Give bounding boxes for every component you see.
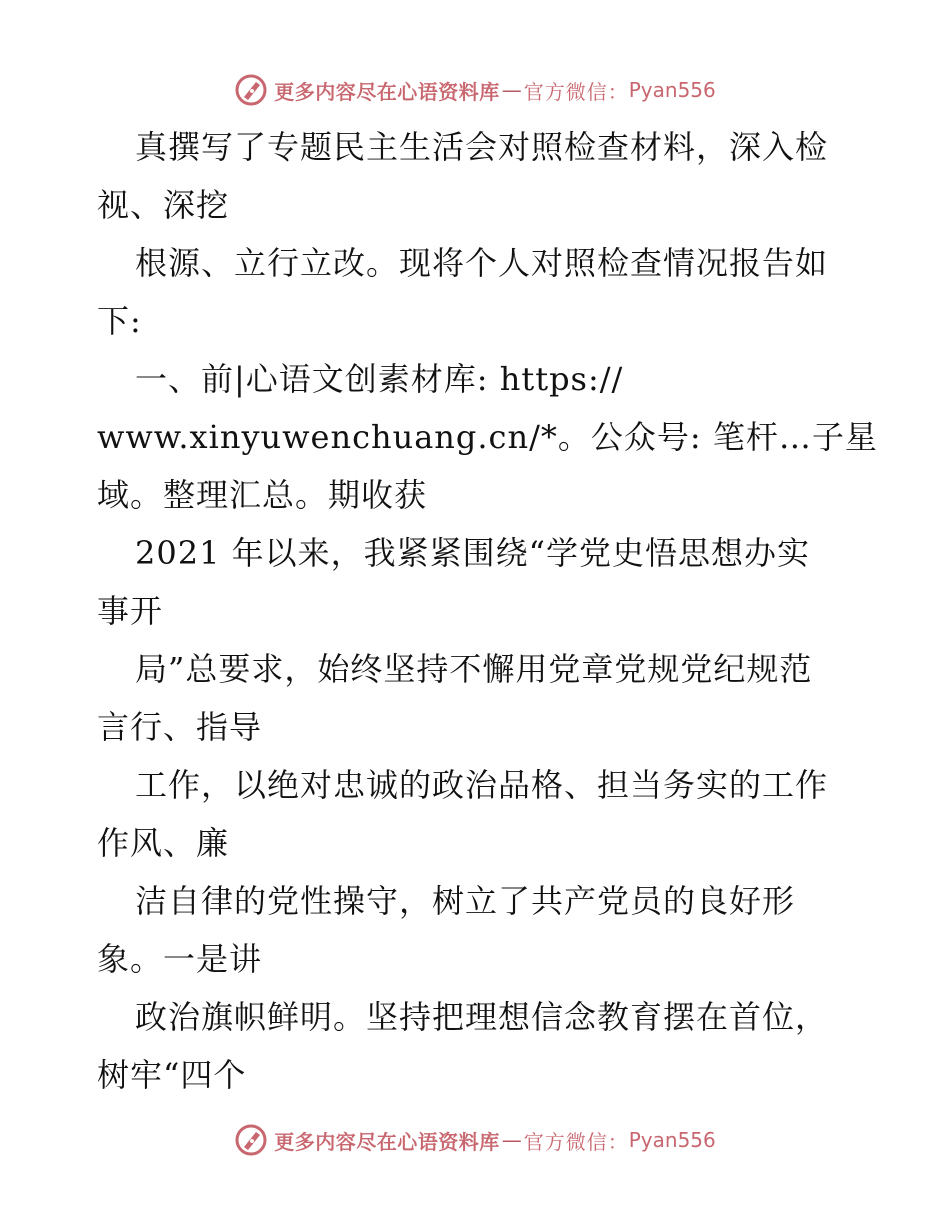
text-line: 事开: [97, 592, 164, 630]
watermark-account-id: Pyan556: [628, 78, 716, 102]
watermark-separator: —: [501, 78, 522, 102]
text-line: 根源、立行立改。现将个人对照检查情况报告如: [135, 244, 829, 282]
pen-nib-logo-icon: [234, 73, 268, 107]
text-line: 视、深挖: [97, 186, 230, 224]
text-line: 局”总要求，始终坚持不懈用党章党规党纪规范: [135, 650, 813, 688]
text-line: 洁自律的党性操守，树立了共产党员的良好形: [135, 882, 796, 920]
text-line: www.xinyuwenchuang.cn/*。公众号: 笔杆…子星: [97, 418, 878, 456]
text-line: 下:: [97, 302, 142, 340]
header-watermark: [0, 70, 950, 110]
pen-nib-logo-icon: [234, 1123, 268, 1157]
watermark-account-label: 官方微信：: [523, 79, 629, 104]
text-line: 政治旗帜鲜明。坚持把理想信念教育摆在首位，: [135, 998, 829, 1036]
text-line: 象。一是讲: [97, 940, 263, 978]
footer-watermark: [0, 1120, 950, 1160]
watermark-separator: —: [501, 1128, 522, 1152]
text-line: 言行、指导: [97, 708, 263, 746]
watermark-main-text: 更多内容尽在心语资料库: [274, 79, 500, 104]
text-line: 作风、廉: [97, 824, 230, 862]
text-line: 树牢“四个: [97, 1056, 247, 1094]
document-body: [97, 118, 878, 1104]
watermark-account-id: Pyan556: [628, 1128, 716, 1152]
watermark-main-text: 更多内容尽在心语资料库: [274, 1129, 500, 1154]
text-line: 真撰写了专题民主生活会对照检查材料，深入检: [135, 128, 829, 166]
watermark-account-label: 官方微信：: [523, 1129, 629, 1154]
text-line: 一、前|心语文创素材库: https://: [135, 360, 624, 398]
text-line: 2021 年以来，我紧紧围绕“学党史悟思想办实: [135, 534, 810, 572]
text-line: 域。整理汇总。期收获: [97, 476, 428, 514]
text-line: 工作，以绝对忠诚的政治品格、担当务实的工作: [135, 766, 829, 804]
